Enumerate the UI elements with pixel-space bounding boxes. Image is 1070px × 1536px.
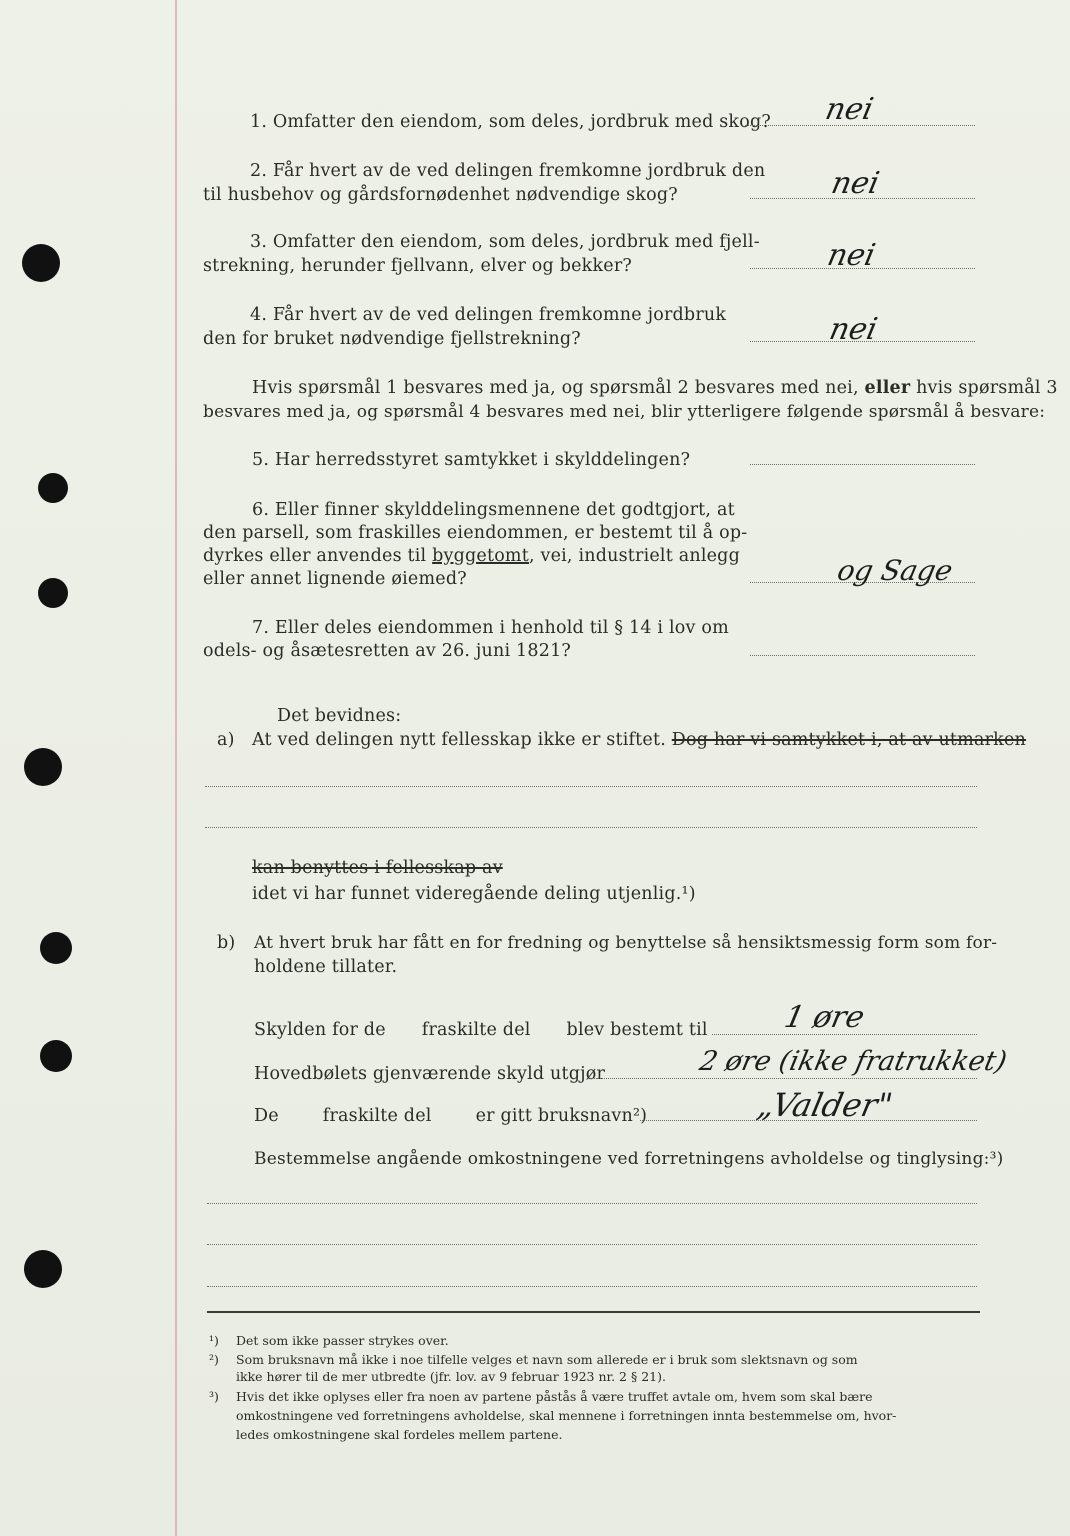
skyld-3-b: fraskilte del	[322, 1106, 432, 1126]
condition-text-eller: eller	[864, 378, 911, 398]
certify-a-label: a)	[217, 730, 235, 750]
certify-a-struck: Dog har vi samtykket i, at av utmarken	[671, 730, 1026, 750]
footnote-2-line-1: Som bruksnavn må ikke i noe tilfelle velges et navn som allerede er i bruk som slektsnavn og som	[236, 1352, 858, 1367]
skyld-3-c: er gitt bruksnavn²)	[475, 1106, 648, 1126]
footnote-rule	[207, 1311, 980, 1313]
condition-text-a: Hvis spørsmål 1 besvares med ja, og spørsmål 2 besvares med nei,	[252, 378, 859, 398]
footnote-3-mark: ³)	[209, 1389, 219, 1404]
skyld-1-value: 1 øre	[781, 1000, 868, 1035]
question-7-line-1: 7. Eller deles eiendommen i henhold til § 14 i lov om	[252, 618, 729, 638]
question-7-line-2: odels- og åsætesretten av 26. juni 1821?	[203, 641, 571, 661]
margin-line	[175, 0, 177, 1536]
skyld-3-a: De	[254, 1106, 279, 1126]
skyld-line-3	[254, 1106, 647, 1126]
condition-line-1	[252, 378, 1058, 398]
question-6-text-c: , vei, industrielt anlegg	[528, 546, 740, 566]
punch-hole	[24, 1250, 62, 1288]
blank-line	[207, 1203, 977, 1204]
skyld-1-a: Skylden for de	[254, 1020, 386, 1040]
condition-text-c: hvis spørsmål 3	[916, 378, 1058, 398]
blank-line	[205, 786, 977, 787]
question-4-line-2: den for bruket nødvendige fjellstrekning?	[203, 329, 581, 349]
skyld-line-2: Hovedbølets gjenværende skyld utgjør	[254, 1064, 606, 1084]
footnote-3-line-3: ledes omkostningene skal fordeles mellem partene.	[236, 1427, 563, 1442]
skyld-3-value: „Valder"	[753, 1086, 896, 1124]
question-2-line-1: 2. Får hvert av de ved delingen fremkomne jordbruk den	[250, 161, 766, 181]
blank-line	[205, 827, 977, 828]
certify-heading: Det bevidnes:	[277, 706, 402, 726]
condition-line-2: besvares med ja, og spørsmål 4 besvares med nei, blir ytterligere følgende spørsmål å besvare:	[203, 402, 1046, 422]
answer-1: nei	[822, 92, 877, 127]
blank-line	[207, 1286, 977, 1287]
punch-hole	[38, 473, 68, 503]
punch-hole	[24, 748, 62, 786]
certify-b-line-2: holdene tillater.	[254, 957, 398, 977]
footnote-1-mark: ¹)	[209, 1333, 219, 1348]
underlined-byggetomt: byggetomt	[432, 546, 529, 566]
punch-hole	[22, 244, 60, 282]
certify-b-line-1: At hvert bruk har fått en for fredning og benyttelse så hensiktsmessig form som for-	[254, 933, 998, 953]
question-6-line-2: den parsell, som fraskilles eiendommen, er bestemt til å op-	[203, 523, 748, 543]
punch-hole	[40, 932, 72, 964]
question-6-line-4: eller annet lignende øiemed?	[203, 569, 467, 589]
question-1: 1. Omfatter den eiendom, som deles, jordbruk med skog?	[250, 112, 771, 132]
skyld-1-c: blev bestemt til	[566, 1020, 708, 1040]
footnote-1: Det som ikke passer strykes over.	[236, 1333, 449, 1348]
blank-line	[207, 1244, 977, 1245]
question-5: 5. Har herredsstyret samtykket i skylddelingen?	[252, 450, 691, 470]
answer-line-7	[750, 655, 975, 656]
footnote-2-mark: ²)	[209, 1352, 219, 1367]
certify-a-tail: idet vi har funnet videregående deling utjenlig.¹)	[252, 884, 696, 904]
question-3-line-1: 3. Omfatter den eiendom, som deles, jordbruk med fjell-	[250, 232, 760, 252]
certify-a-text: At ved delingen nytt fellesskap ikke er stiftet.	[252, 730, 666, 750]
skyld-2-value: 2 øre (ikke fratrukket)	[696, 1046, 1010, 1077]
certify-b-label: b)	[217, 933, 236, 953]
certify-a-struck-2: kan benyttes i fellesskap av	[252, 858, 503, 878]
skyld-line-1	[254, 1020, 708, 1040]
footnote-2-line-2: ikke hører til de mer utbredte (jfr. lov. av 9 februar 1923 nr. 2 § 21).	[236, 1369, 666, 1384]
question-6-text-a: dyrkes eller anvendes til	[203, 546, 427, 566]
footnote-3-line-2: omkostningene ved forretningens avholdelse, skal mennene i forretningen innta bestemmelse om, hvor-	[236, 1408, 897, 1423]
question-3-line-2: strekning, herunder fjellvann, elver og bekker?	[203, 256, 632, 276]
skyld-line-2-dots	[592, 1078, 977, 1079]
answer-4: nei	[826, 312, 881, 347]
punch-hole	[40, 1040, 72, 1072]
question-4-line-1: 4. Får hvert av de ved delingen fremkomne jordbruk	[250, 305, 727, 325]
question-2-line-2: til husbehov og gårdsfornødenhet nødvendige skog?	[203, 185, 678, 205]
question-6-line-3	[203, 546, 740, 566]
answer-line-5	[750, 464, 975, 465]
footnote-3-line-1: Hvis det ikke oplyses eller fra noen av partene påstås å være truffet avtale om, hvem som skal bære	[236, 1389, 873, 1404]
certify-a-line	[252, 730, 1026, 750]
skyld-line-4: Bestemmelse angående omkostningene ved forretningens avholdelse og tinglysing:³)	[254, 1149, 1004, 1169]
answer-6: og Sage	[834, 554, 956, 587]
punch-hole	[38, 578, 68, 608]
skyld-1-b: fraskilte del	[421, 1020, 531, 1040]
answer-2: nei	[828, 166, 883, 201]
answer-3: nei	[824, 238, 879, 273]
question-6-line-1: 6. Eller finner skylddelingsmennene det godtgjort, at	[252, 500, 735, 520]
